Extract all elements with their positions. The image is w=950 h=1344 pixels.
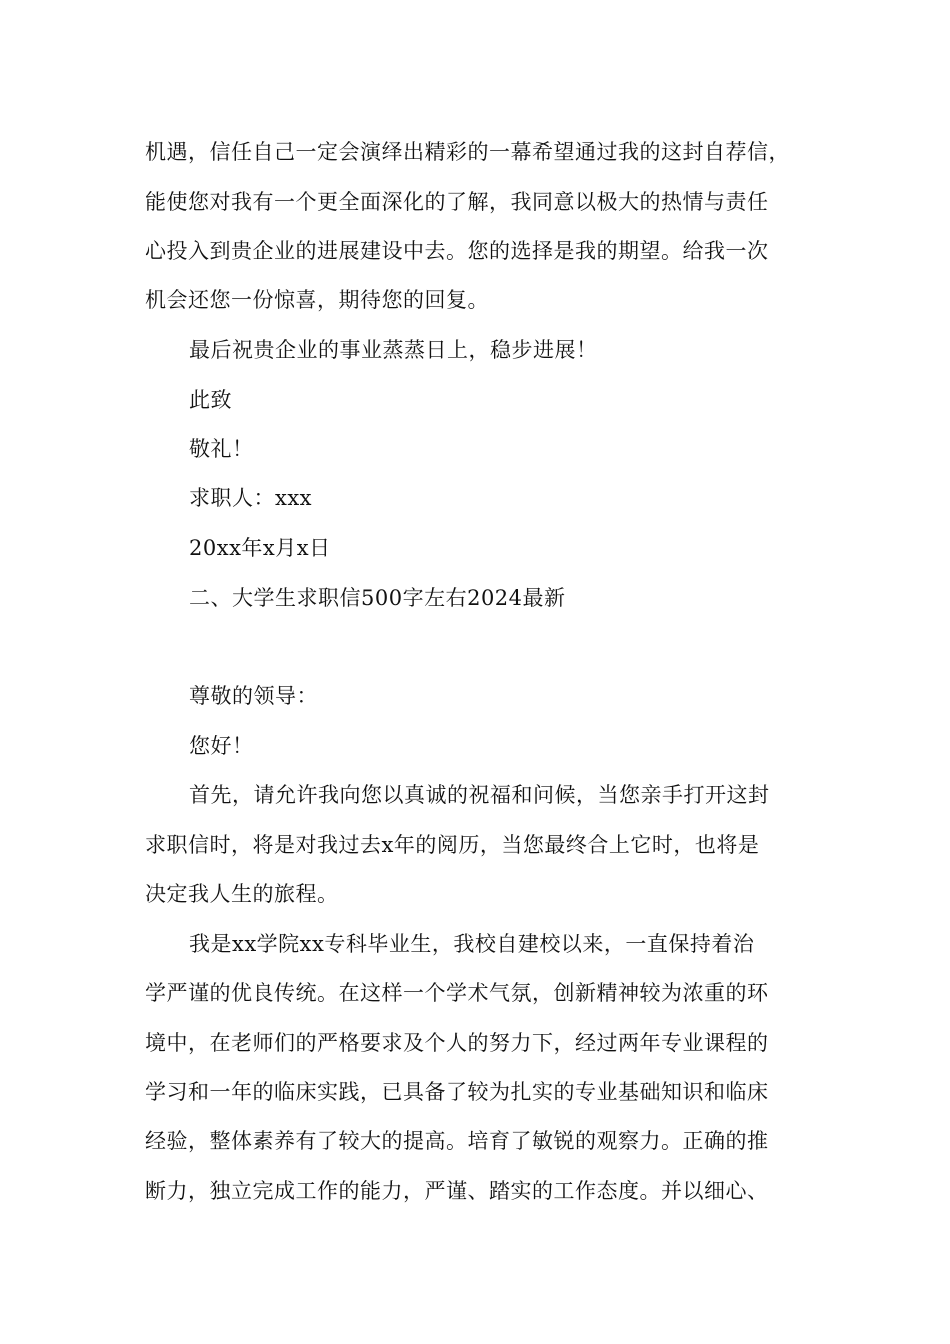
paragraph-line: 首先，请允许我向您以真诚的祝福和问候，当您亲手打开这封 bbox=[189, 783, 770, 807]
paragraph-line: 求职信时，将是对我过去x年的阅历，当您最终合上它时，也将是 bbox=[145, 833, 760, 857]
greeting-hello: 您好！ bbox=[189, 734, 254, 758]
closing-wish-line: 最后祝贵企业的事业蒸蒸日上，稳步进展！ bbox=[189, 338, 598, 362]
paragraph-line: 学习和一年的临床实践，已具备了较为扎实的专业基础知识和临床 bbox=[145, 1080, 769, 1104]
salutation-close: 此致 bbox=[189, 388, 232, 412]
section-heading: 二、大学生求职信500字左右2024最新 bbox=[189, 586, 566, 610]
paragraph-line: 心投入到贵企业的进展建设中去。您的选择是我的期望。给我一次 bbox=[145, 239, 769, 263]
date-line: 20xx年x月x日 bbox=[189, 536, 331, 560]
signature-line: 求职人：xxx bbox=[189, 486, 313, 510]
greeting-line: 尊敬的领导： bbox=[189, 684, 318, 708]
paragraph-line: 断力，独立完成工作的能力，严谨、踏实的工作态度。并以细心、 bbox=[145, 1179, 769, 1203]
paragraph-line: 机遇，信任自己一定会演绎出精彩的一幕希望通过我的这封自荐信， bbox=[145, 140, 790, 164]
paragraph-line: 境中，在老师们的严格要求及个人的努力下，经过两年专业课程的 bbox=[145, 1031, 769, 1055]
paragraph-line: 经验，整体素养有了较大的提高。培育了敏锐的观察力。正确的推 bbox=[145, 1129, 769, 1153]
paragraph-line: 学严谨的优良传统。在这样一个学术气氛，创新精神较为浓重的环 bbox=[145, 981, 769, 1005]
salutation-regards: 敬礼！ bbox=[189, 437, 254, 461]
paragraph-line: 我是xx学院xx专科毕业生，我校自建校以来，一直保持着治 bbox=[189, 932, 755, 956]
paragraph-line: 机会还您一份惊喜，期待您的回复。 bbox=[145, 288, 489, 312]
paragraph-line: 能使您对我有一个更全面深化的了解，我同意以极大的热情与责任 bbox=[145, 190, 769, 214]
paragraph-line: 决定我人生的旅程。 bbox=[145, 882, 339, 906]
